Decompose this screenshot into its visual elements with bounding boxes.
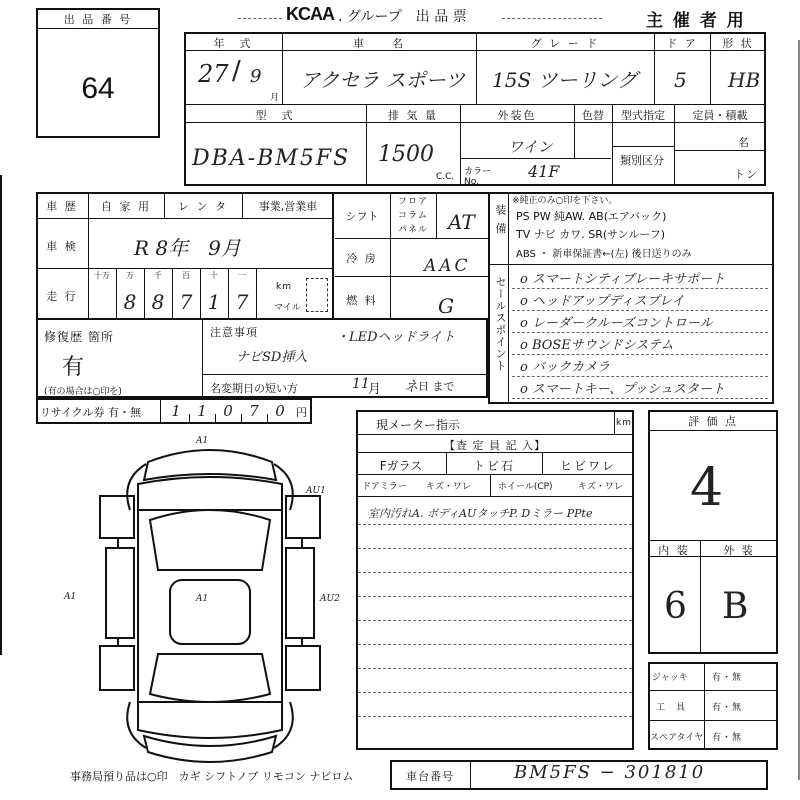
inspector-label: 【査 定 員 記 入】 <box>444 439 546 452</box>
recycle-label: リサイクル券 有・無 <box>40 406 141 419</box>
shaken-label: 車 検 <box>46 240 78 253</box>
fuel-label: 燃 料 <box>346 294 378 307</box>
damage-mark-right-front: AU1 <box>306 486 326 496</box>
sales-point-line <box>512 332 768 333</box>
chassis-number: BM5FS − 301810 <box>514 762 706 783</box>
cc-unit: C.C. <box>436 172 455 182</box>
damage-mark-front: A1 <box>196 436 209 446</box>
color-no-label: カラー No. <box>464 167 492 187</box>
capacity-unit-person: 名 <box>738 136 750 149</box>
car-name-label: 車 名 <box>353 37 405 50</box>
damage-mark-left: A1 <box>64 592 77 602</box>
history-label: 車 歴 <box>46 200 78 213</box>
month-value: 9 <box>250 66 262 87</box>
mileage-digit-label: 万 <box>126 271 134 280</box>
transfer-month: 11 <box>352 376 370 392</box>
year-value: 27 <box>198 60 229 88</box>
sales-point-line <box>512 354 768 355</box>
sales-point-line <box>512 310 768 311</box>
shift-floor: フロア <box>398 197 429 207</box>
tools-label: 工 具 <box>656 703 687 713</box>
spare-value: 有・無 <box>712 733 743 743</box>
recycle-digit-separator <box>267 414 268 423</box>
organizer-label: 主 催 者 用 <box>646 11 746 31</box>
displacement-value: 1500 <box>378 142 434 167</box>
shift-label: シフト <box>345 210 379 223</box>
interior-value: 6 <box>664 586 687 627</box>
mileage-label: 走 行 <box>46 290 78 303</box>
caution-line1: ・LEDヘッドライト <box>336 330 456 345</box>
sales-point-item: o レーダークルーズコントロール <box>520 316 713 331</box>
color-label: 外装色 <box>497 109 537 122</box>
history-rental: レ ン タ <box>178 200 228 213</box>
exterior-label: 外 装 <box>723 544 755 557</box>
lot-number: 64 <box>81 72 115 105</box>
remark-line <box>358 644 632 645</box>
sales-point-item: o スマートシティブレーキサポート <box>520 272 726 287</box>
remark-line <box>358 548 632 549</box>
fuel-value: G <box>438 294 454 318</box>
mileage-digit-label: 十 <box>210 271 218 280</box>
recycle-digit: 7 <box>249 402 259 420</box>
damage-mark-right: AU2 <box>320 594 340 604</box>
mileage-digit: 1 <box>207 290 221 314</box>
repair-value: 有 <box>62 355 85 380</box>
office-note: 事務局預り品は○印 カギ シフトノブ リモコン ナビロム <box>70 770 354 783</box>
remark-line <box>358 668 632 669</box>
color-value: ワイン <box>508 138 553 156</box>
interior-label: 内 装 <box>658 544 690 557</box>
equipment-label: 装 備 <box>494 204 507 236</box>
sales-point-line <box>512 288 768 289</box>
equipment-line1: PS PW 純AW. AB(エアバック) <box>516 210 667 223</box>
ac-value: AAC <box>424 256 471 276</box>
shift-panel: パネル <box>398 225 429 235</box>
remark-line <box>358 716 632 717</box>
ac-label: 冷 房 <box>346 252 378 265</box>
model-value: DBA-BM5FS <box>192 146 351 171</box>
damage-mark-roof: A1 <box>196 594 209 604</box>
history-private: 自 家 用 <box>101 200 151 213</box>
shaken-value: R 8年 9月 <box>134 236 241 260</box>
wheel-options: キズ・ワレ <box>578 482 623 492</box>
sales-points-label: セールスポイント <box>494 276 507 372</box>
capacity-unit-ton: トン <box>734 168 758 181</box>
recycle-unit: 円 <box>296 406 308 419</box>
color-no-value: 41F <box>528 162 560 181</box>
km-unit: km <box>276 282 292 292</box>
repair-note: (有の場合は○印を) <box>44 387 122 397</box>
displacement-label: 排 気 量 <box>388 109 438 122</box>
sales-point-item: o スマートキー、プッシュスタート <box>520 382 726 397</box>
transfer-month-unit: 月 <box>368 382 383 397</box>
model-label: 型 式 <box>255 109 295 122</box>
remark-line <box>358 524 632 525</box>
category-label: 類別区分 <box>620 154 664 167</box>
remark-line <box>358 620 632 621</box>
mileage-digit: 8 <box>151 290 165 314</box>
car-name-value: アクセラ スポーツ <box>300 68 465 92</box>
sales-point-item: o バックカメラ <box>520 360 610 375</box>
remark-line <box>358 692 632 693</box>
remark-line <box>358 596 632 597</box>
mileage-digit: 7 <box>235 290 249 314</box>
car-condition-diagram <box>90 440 330 770</box>
meter-unit: km <box>616 418 632 428</box>
grade-value: 15S ツーリング <box>492 68 638 92</box>
recycle-digit-separator <box>241 414 242 423</box>
door-label: ド ア <box>666 37 698 50</box>
recycle-digit: 0 <box>223 402 233 420</box>
mileage-digit-label: 十万 <box>94 271 110 280</box>
inspection-remark: 室内汚れA. ボディAUタッチP. Dミラー PPte <box>368 507 593 520</box>
score-value: 4 <box>690 458 724 518</box>
transfer-day-unit: 日 まで <box>418 380 455 393</box>
transfer-label: 名変期日の短い方 <box>210 382 298 395</box>
mirror-options: キズ・ワレ <box>426 482 471 492</box>
mileage-digit-label: 百 <box>182 271 190 280</box>
mileage-digit: 7 <box>179 290 193 314</box>
jack-label: ジャッキ <box>652 673 688 683</box>
recycle-digit: 1 <box>171 402 181 420</box>
sales-point-item: o ヘッドアップディスプレイ <box>520 294 685 309</box>
caution-label: 注意事項 <box>210 326 258 339</box>
grade-label: グ レ ー ド <box>530 37 600 50</box>
shape-value: HB <box>728 68 761 92</box>
year-label: 年 式 <box>213 37 253 50</box>
score-label: 評 価 点 <box>688 415 738 428</box>
shift-value: AT <box>448 210 475 234</box>
spare-label: スペアタイヤ <box>650 733 704 743</box>
remark-line <box>358 572 632 573</box>
shift-column: コラム <box>398 211 428 221</box>
mileage-checkbox <box>306 278 328 312</box>
type-spec-label: 型式指定 <box>621 109 665 122</box>
repair-label: 修復歴 箇所 <box>44 330 114 344</box>
tools-value: 有・無 <box>712 703 743 713</box>
form-title: . グループ 出 品 票 <box>338 9 467 25</box>
caution-line2: ナビSD挿入 <box>236 350 308 365</box>
meter-label: 現メーター指示 <box>376 418 461 432</box>
mileage-digit: 8 <box>123 290 137 314</box>
equipment-note: ※純正のみ○印を下さい。 <box>512 196 618 206</box>
wheel-label: ホイール(CP) <box>498 482 553 492</box>
exterior-value: B <box>722 586 749 627</box>
equipment-line2: TV ナビ カワ. SR(サンルーフ) <box>516 228 666 241</box>
recycle-digit-separator <box>215 414 216 423</box>
mirror-label: ドアミラー <box>362 482 407 492</box>
mile-unit: マイル <box>274 303 301 313</box>
equipment-line3: ABS ・ 新車保証書←(左) 後日送りのみ <box>516 249 692 260</box>
glass-crack: ヒビワレ <box>559 459 616 473</box>
glass-label: Fガラス <box>379 459 423 473</box>
lot-number-label: 出 品 番 号 <box>63 13 133 26</box>
sales-point-line <box>512 376 768 377</box>
chassis-label: 車台番号 <box>406 770 454 783</box>
doors-value: 5 <box>674 68 687 92</box>
brand-logo: KCAA <box>286 4 334 24</box>
sales-point-item: o BOSEサウンドシステム <box>520 338 674 353</box>
history-business: 事業,営業車 <box>258 200 318 213</box>
recycle-digit: 0 <box>275 402 285 420</box>
mileage-digit-label: 一 <box>238 271 246 280</box>
glass-chip: トビ石 <box>472 459 515 473</box>
month-unit: 月 <box>270 93 280 103</box>
recycle-digit: 1 <box>197 402 207 420</box>
sales-point-line <box>512 398 768 399</box>
mileage-digit-label: 千 <box>154 271 162 280</box>
jack-value: 有・無 <box>712 673 743 683</box>
color-change-label: 色替 <box>582 109 604 122</box>
transfer-day: ネ <box>404 379 418 395</box>
capacity-label: 定員・積載 <box>692 109 748 122</box>
recycle-digit-separator <box>189 414 190 423</box>
shape-label: 形 状 <box>722 37 754 50</box>
